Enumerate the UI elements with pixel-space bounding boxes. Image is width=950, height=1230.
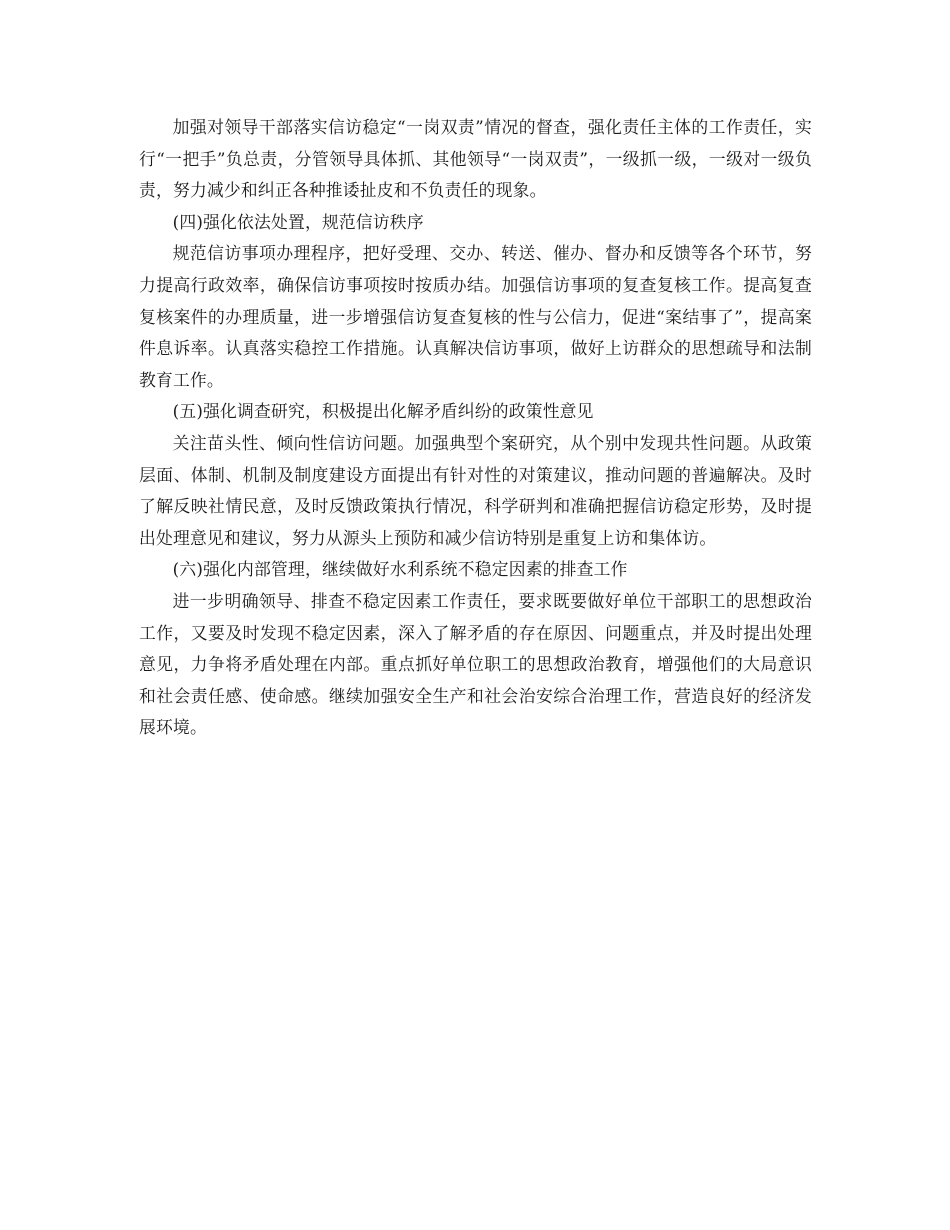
section-heading-5: (五)强化调查研究，积极提出化解矛盾纠纷的政策性意见 bbox=[172, 401, 594, 422]
paragraph-leadership-responsibility: 加强对领导干部落实信访稳定“一岗双责”情况的督查，强化责任主体的工作责任，实行“一把手”负总责，分管领导具体抓、其他领导“一岗双责”，一级抓一级，一级对一级负责，努力减少和纠正各种推诿扯皮和不负责任的现象。 bbox=[139, 117, 812, 201]
section-heading-4: (四)强化依法处置，规范信访秩序 bbox=[172, 211, 424, 232]
document-page bbox=[139, 112, 812, 744]
paragraph-research: 关注苗头性、倾向性信访问题。加强典型个案研究，从个别中发现共性问题。从政策层面、体制、机制及制度建设方面提出有针对性的对策建议，推动问题的普遍解决。及时了解反映社情民意，及时反馈政策执行情况，科学研判和准确把握信访稳定形势，及时提出处理意见和建议，努力从源头上预防和减少信访特别是重复上访和集体访。 bbox=[139, 432, 812, 548]
section-heading-6: (六)强化内部管理，继续做好水利系统不稳定因素的排查工作 bbox=[172, 559, 628, 580]
paragraph-lawful-handling: 规范信访事项办理程序，把好受理、交办、转送、催办、督办和反馈等各个环节，努力提高行政效率，确保信访事项按时按质办结。加强信访事项的复查复核工作。提高复查复核案件的办理质量，进一步增强信访复查复核的性与公信力，促进“案结事了”，提高案件息诉率。认真落实稳控工作措施。认真解决信访事项，做好上访群众的思想疏导和法制教育工作。 bbox=[139, 243, 812, 390]
paragraph-internal-management: 进一步明确领导、排查不稳定因素工作责任，要求既要做好单位干部职工的思想政治工作，又要及时发现不稳定因素，深入了解矛盾的存在原因、问题重点，并及时提出处理意见，力争将矛盾处理在内部。重点抓好单位职工的思想政治教育，增强他们的大局意识和社会责任感、使命感。继续加强安全生产和社会治安综合治理工作，营造良好的经济发展环境。 bbox=[139, 590, 812, 738]
